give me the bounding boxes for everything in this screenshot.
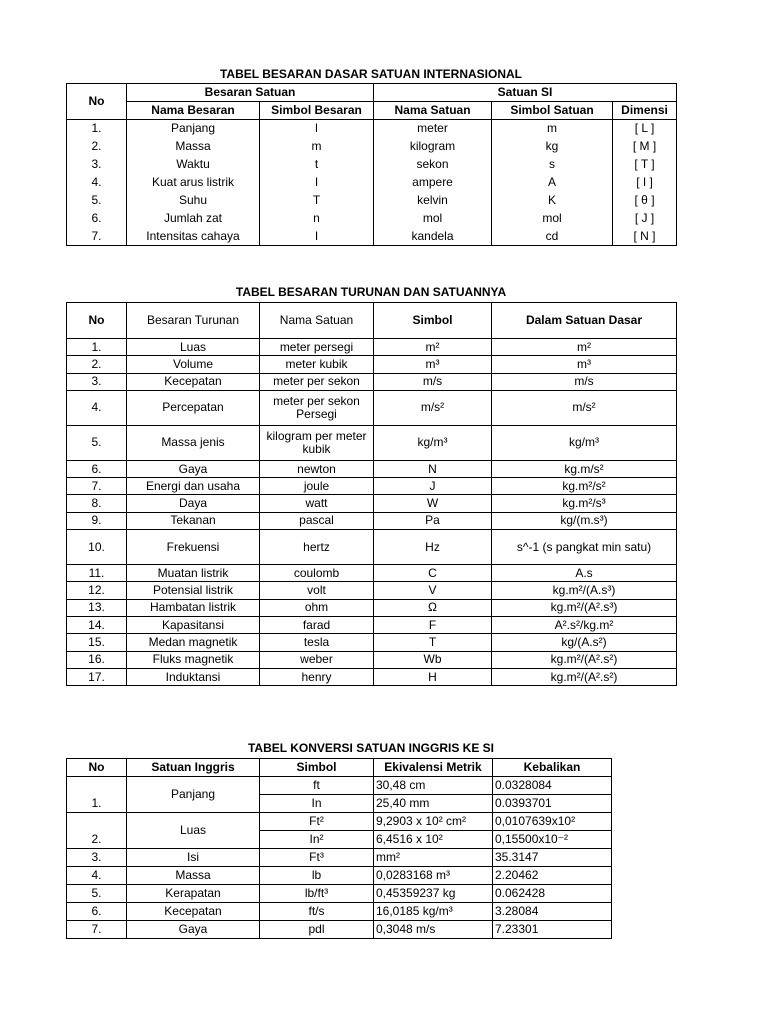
table-cell: 9,2903 x 10² cm² [374, 813, 493, 831]
table-cell: 0,15500x10⁻² [493, 831, 612, 849]
table-cell: pascal [260, 512, 374, 529]
table-cell: Suhu [127, 192, 260, 210]
table-row [67, 849, 612, 867]
table-cell: Muatan listrik [127, 565, 260, 582]
table-cell: Waktu [127, 156, 260, 174]
header-nama-satuan: Nama Satuan [374, 102, 492, 120]
table-cell: Energi dan usaha [127, 478, 260, 495]
table-cell: ampere [374, 174, 492, 192]
table-cell: m [260, 138, 374, 156]
table-cell: henry [260, 668, 374, 685]
table-cell: 0.0393701 [493, 795, 612, 813]
table-cell: 7. [67, 921, 127, 939]
table-cell: Kapasitansi [127, 616, 260, 633]
table-cell: kilogram [374, 138, 492, 156]
table-cell: 7. [67, 228, 127, 246]
table-cell: meter per sekon Persegi [260, 390, 374, 425]
table-cell: [ N ] [613, 228, 677, 246]
table-cell: Kecepatan [127, 903, 260, 921]
table-cell: Medan magnetik [127, 634, 260, 651]
table-cell: mol [374, 210, 492, 228]
table-cell: 9. [67, 512, 127, 529]
table-cell: tesla [260, 634, 374, 651]
table-row [67, 885, 612, 903]
table-cell: Wb [374, 651, 492, 668]
table-cell: m³ [374, 356, 492, 373]
table-cell: T [260, 192, 374, 210]
table-cell: joule [260, 478, 374, 495]
table-cell: Massa jenis [127, 425, 260, 460]
table-cell: Induktansi [127, 668, 260, 685]
table-row [67, 192, 677, 210]
table-cell: T [374, 634, 492, 651]
table-cell: Volume [127, 356, 260, 373]
header-kebalikan: Kebalikan [493, 759, 612, 777]
table-cell: m/s [492, 373, 677, 390]
table-cell: Pa [374, 512, 492, 529]
table-cell: weber [260, 651, 374, 668]
table-cell: kelvin [374, 192, 492, 210]
table-cell: meter kubik [260, 356, 374, 373]
table-cell: 4. [67, 174, 127, 192]
table-row [67, 478, 677, 495]
table-cell: 17. [67, 668, 127, 685]
table-cell: 0.0328084 [493, 777, 612, 795]
table1-title: TABEL BESARAN DASAR SATUAN INTERNASIONAL [219, 67, 522, 81]
header-simbol-satuan: Simbol Satuan [492, 102, 613, 120]
table-cell: 13. [67, 599, 127, 616]
table-cell: cd [492, 228, 613, 246]
table-cell: F [374, 616, 492, 633]
header-no: No [67, 84, 127, 120]
table-cell: 30,48 cm [374, 777, 493, 795]
table-row [67, 460, 677, 477]
table-cell: Hz [374, 530, 492, 565]
table-cell: 2. [67, 831, 127, 849]
table-row [67, 228, 677, 246]
table-cell: [ L ] [613, 120, 677, 138]
table-cell: 7. [67, 478, 127, 495]
header-ekivalensi-metrik: Ekivalensi Metrik [374, 759, 493, 777]
table-cell: Luas [127, 339, 260, 356]
table-cell: t [260, 156, 374, 174]
table-row [67, 651, 677, 668]
table-cell: 16. [67, 651, 127, 668]
table-row [67, 599, 677, 616]
table-cell: kg [492, 138, 613, 156]
header-simbol-besaran: Simbol Besaran [260, 102, 374, 120]
table-cell: 6. [67, 210, 127, 228]
table-cell: 14. [67, 616, 127, 633]
header-dalam-satuan-dasar: Dalam Satuan Dasar [492, 303, 677, 339]
table-cell: 0,0107639x10² [493, 813, 612, 831]
table-cell: A [492, 174, 613, 192]
table-cell: hertz [260, 530, 374, 565]
table-cell: Jumlah zat [127, 210, 260, 228]
header-nama-satuan: Nama Satuan [260, 303, 374, 339]
table-cell: K [492, 192, 613, 210]
table-cell: newton [260, 460, 374, 477]
header-no: No [67, 303, 127, 339]
table-cell: Daya [127, 495, 260, 512]
base-quantities-table [66, 83, 677, 246]
table-cell: Isi [127, 849, 260, 867]
table-cell: 0,45359237 kg [374, 885, 493, 903]
table-cell: Luas [127, 813, 260, 849]
table-row [67, 616, 677, 633]
table-cell: 6. [67, 460, 127, 477]
table-cell: Hambatan listrik [127, 599, 260, 616]
table-cell: Tekanan [127, 512, 260, 529]
table-cell: Ω [374, 599, 492, 616]
table-cell: ft/s [260, 903, 374, 921]
header-simbol: Simbol [374, 303, 492, 339]
table-row [67, 903, 612, 921]
table-cell: kandela [374, 228, 492, 246]
table-row [67, 138, 677, 156]
table-cell: 1. [67, 339, 127, 356]
table-cell: In² [260, 831, 374, 849]
table-cell: m³ [492, 356, 677, 373]
table-cell: kilogram per meter kubik [260, 425, 374, 460]
table-cell: kg/m³ [492, 425, 677, 460]
table-cell: coulomb [260, 565, 374, 582]
table-cell: 35.3147 [493, 849, 612, 867]
table-row [67, 174, 677, 192]
table-cell: I [260, 174, 374, 192]
table-cell: 4. [67, 867, 127, 885]
table-cell: A.s [492, 565, 677, 582]
table-cell: 3. [67, 849, 127, 867]
table-cell: m [492, 120, 613, 138]
table-cell: l [260, 120, 374, 138]
table-cell: 6,4516 x 10² [374, 831, 493, 849]
table-cell: 15. [67, 634, 127, 651]
header-nama-besaran: Nama Besaran [127, 102, 260, 120]
header-dimensi: Dimensi [613, 102, 677, 120]
table-cell: [ T ] [613, 156, 677, 174]
table-cell: N [374, 460, 492, 477]
derived-quantities-table [66, 302, 677, 686]
table-row [67, 921, 612, 939]
table-cell: mol [492, 210, 613, 228]
table-cell: 3. [67, 156, 127, 174]
table-cell: n [260, 210, 374, 228]
table-cell: 10. [67, 530, 127, 565]
table-row [67, 668, 677, 685]
table-cell: kg.m²/(A².s²) [492, 651, 677, 668]
table3-title: TABEL KONVERSI SATUAN INGGRIS KE SI [247, 741, 495, 755]
table-cell: kg/(A.s²) [492, 634, 677, 651]
header-besaran-satuan: Besaran Satuan [127, 84, 374, 102]
table2-title: TABEL BESARAN TURUNAN DAN SATUANNYA [235, 285, 507, 299]
table-cell: W [374, 495, 492, 512]
table-cell: 5. [67, 192, 127, 210]
table-cell: s^-1 (s pangkat min satu) [492, 530, 677, 565]
table-cell: C [374, 565, 492, 582]
table-row [67, 210, 677, 228]
table-cell: I [260, 228, 374, 246]
table-cell: 5. [67, 425, 127, 460]
table-cell: 12. [67, 582, 127, 599]
table-cell: 6. [67, 903, 127, 921]
table-cell: kg.m²/(A².s²) [492, 668, 677, 685]
table-cell: 0.062428 [493, 885, 612, 903]
table-cell: m/s [374, 373, 492, 390]
table-cell: [ J ] [613, 210, 677, 228]
table-cell: 8. [67, 495, 127, 512]
table-cell: mm² [374, 849, 493, 867]
table-cell: 2. [67, 356, 127, 373]
table-row [67, 867, 612, 885]
table-cell: 16,0185 kg/m³ [374, 903, 493, 921]
table-cell: [ M ] [613, 138, 677, 156]
table-cell: kg.m²/(A².s³) [492, 599, 677, 616]
table-cell: ft [260, 777, 374, 795]
table-row [67, 634, 677, 651]
table-row [67, 373, 677, 390]
table-cell: kg/(m.s³) [492, 512, 677, 529]
table-cell: Gaya [127, 460, 260, 477]
table-cell: H [374, 668, 492, 685]
header-simbol: Simbol [260, 759, 374, 777]
table-row [67, 390, 677, 425]
table-cell: meter per sekon [260, 373, 374, 390]
table-cell: 2.20462 [493, 867, 612, 885]
table-cell: kg/m³ [374, 425, 492, 460]
table-row [67, 813, 612, 831]
table-cell [67, 777, 127, 795]
table-cell: Ft² [260, 813, 374, 831]
table-cell: watt [260, 495, 374, 512]
table-cell: m² [374, 339, 492, 356]
table-cell: lb/ft³ [260, 885, 374, 903]
table-row [67, 777, 612, 795]
table-row [67, 356, 677, 373]
table-cell: 11. [67, 565, 127, 582]
table-cell: Intensitas cahaya [127, 228, 260, 246]
table-cell: kg.m²/s² [492, 478, 677, 495]
table-cell: 3. [67, 373, 127, 390]
header-satuan-si: Satuan SI [374, 84, 677, 102]
table-cell: [ θ ] [613, 192, 677, 210]
table-cell: 3.28084 [493, 903, 612, 921]
table-cell: 0,0283168 m³ [374, 867, 493, 885]
table-cell: Kerapatan [127, 885, 260, 903]
table-cell: volt [260, 582, 374, 599]
table-cell: kg.m²/(A.s³) [492, 582, 677, 599]
table-cell: J [374, 478, 492, 495]
table-cell: meter [374, 120, 492, 138]
table-cell: Percepatan [127, 390, 260, 425]
table-cell: s [492, 156, 613, 174]
table-cell: sekon [374, 156, 492, 174]
table-row [67, 565, 677, 582]
table-cell: 25,40 mm [374, 795, 493, 813]
table-cell: lb [260, 867, 374, 885]
table-cell: V [374, 582, 492, 599]
table-cell: 1. [67, 795, 127, 813]
table-cell: m² [492, 339, 677, 356]
table-cell: Gaya [127, 921, 260, 939]
table-cell: 0,3048 m/s [374, 921, 493, 939]
table-row [67, 495, 677, 512]
table-cell: Panjang [127, 120, 260, 138]
table-cell: kg.m/s² [492, 460, 677, 477]
table-cell: 4. [67, 390, 127, 425]
table-row [67, 339, 677, 356]
header-satuan-inggris: Satuan Inggris [127, 759, 260, 777]
table-cell: Kecepatan [127, 373, 260, 390]
table-cell: meter persegi [260, 339, 374, 356]
table-row [67, 425, 677, 460]
table-cell: Massa [127, 138, 260, 156]
table-row [67, 156, 677, 174]
table-cell: m/s² [374, 390, 492, 425]
table-cell: 1. [67, 120, 127, 138]
table-cell: Frekuensi [127, 530, 260, 565]
table-cell: kg.m²/s³ [492, 495, 677, 512]
table-cell: Potensial listrik [127, 582, 260, 599]
header-besaran-turunan: Besaran Turunan [127, 303, 260, 339]
table-row [67, 120, 677, 138]
header-no: No [67, 759, 127, 777]
table-cell: m/s² [492, 390, 677, 425]
table-cell: In [260, 795, 374, 813]
table-cell: Kuat arus listrik [127, 174, 260, 192]
table-cell [67, 813, 127, 831]
table-row [67, 512, 677, 529]
table-cell: [ I ] [613, 174, 677, 192]
table-cell: Massa [127, 867, 260, 885]
table-cell: ohm [260, 599, 374, 616]
table-cell: Fluks magnetik [127, 651, 260, 668]
table-cell: 5. [67, 885, 127, 903]
table-row [67, 530, 677, 565]
table-row [67, 582, 677, 599]
conversion-table [66, 758, 612, 939]
table-cell: 7.23301 [493, 921, 612, 939]
table-cell: 2. [67, 138, 127, 156]
table-cell: Ft³ [260, 849, 374, 867]
table-cell: Panjang [127, 777, 260, 813]
table-cell: farad [260, 616, 374, 633]
table-cell: A².s²/kg.m² [492, 616, 677, 633]
table-cell: pdl [260, 921, 374, 939]
